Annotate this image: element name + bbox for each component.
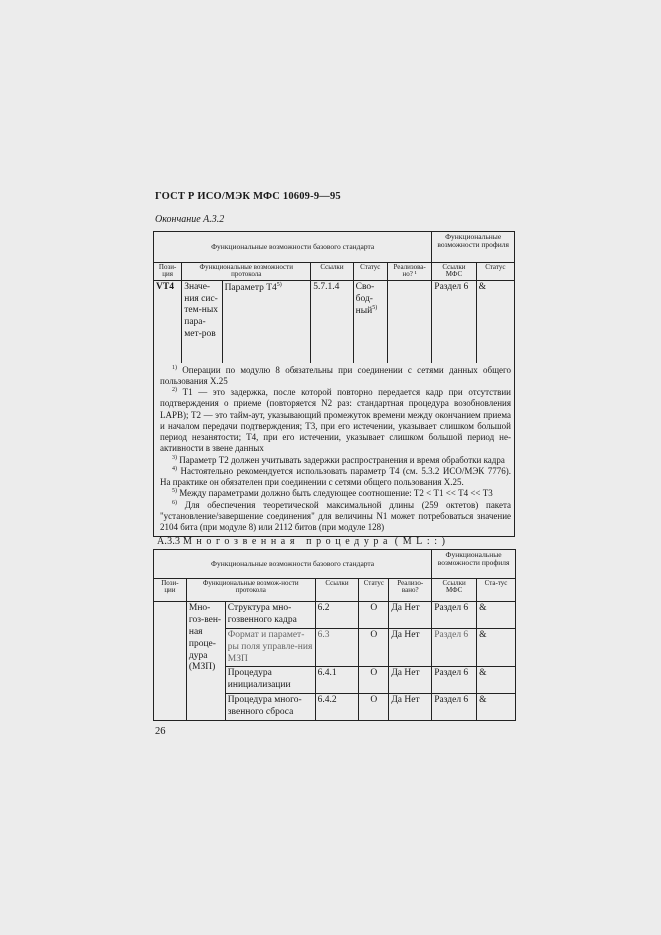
head-profile: Функциональные возможности профиля (432, 550, 516, 579)
function-mfs-status: & (477, 602, 516, 629)
function-ref: 6.3 (315, 628, 359, 667)
function-realized: Да Нет (389, 628, 432, 667)
row-status-sup: 5) (372, 305, 378, 312)
function-mfs-ref: Раздел 6 (432, 667, 477, 694)
function-mfs-status: & (477, 694, 516, 721)
row-param (222, 280, 311, 363)
notes-cell (154, 363, 515, 537)
col-refs: Ссылки (311, 263, 353, 281)
section-title: Многозвенная процедура (182, 536, 393, 547)
row-mfs-status: & (476, 280, 514, 363)
footnote (160, 500, 511, 534)
footnote-text: Т1 — это задержка, после которой повторно передается кадр при отсутствии подтверждения о приеме (повторяется N2 раз: стандартная процедура возобновления LAPB); Т2 — это тайм-аут, указывающий промежуток времени между окончанием приема и началом передачи подтверждения; Т3, при его истечении, указывает слишком большой период незанятости; Т4, при его истечении, указывает слишком большой период не-активности в звене данных (160, 387, 511, 454)
footnote-text: Настоятельно рекомендуется использовать параметр Т4 (см. 5.3.2 ИСО/МЭК 7776). На практике он обязателен при соединении с сетями общего пользования Х.25. (160, 465, 511, 488)
row-sub: Значе-ния сис-тем-ных пара-мет-ров (182, 280, 222, 363)
row-position: VT4 (154, 280, 182, 363)
col-mfs-status: Статус (476, 263, 514, 281)
function-mfs-status: & (477, 667, 516, 694)
head-base: Функциональные возможности базового стандарта (154, 550, 432, 579)
row-mfs-ref: Раздел 6 (432, 280, 476, 363)
col-realized: Реализова-но? ¹ (387, 263, 431, 281)
row-param-sup: 5) (276, 281, 282, 288)
function-realized: Да Нет (389, 667, 432, 694)
function-ref: 6.4.1 (315, 667, 359, 694)
document-header: ГОСТ Р ИСО/МЭК МФС 10609-9—95 (155, 191, 341, 202)
footnote (160, 387, 511, 455)
col-protocol: Функциональные возможности протокола (182, 263, 311, 281)
section-heading (157, 536, 450, 547)
function-realized: Да Нет (389, 694, 432, 721)
function-status: O (359, 694, 389, 721)
function-mfs-ref: Раздел 6 (432, 602, 477, 629)
footnote-mark: 6) (172, 499, 177, 506)
function-status: O (359, 667, 389, 694)
row-status (353, 280, 387, 363)
footnote (160, 488, 511, 499)
col-mfs-refs: Ссылки МФС (432, 263, 476, 281)
function-ref: 6.2 (315, 602, 359, 629)
section-number: А.3.3 (157, 536, 181, 547)
table-a33 (153, 549, 516, 721)
function-ref: 6.4.2 (315, 694, 359, 721)
function-name: Формат и парамет-ры поля управле-ния МЗП (225, 628, 315, 667)
head-profile: Функциональные возможности профиля (432, 232, 515, 263)
footnote-text: Параметр Т2 должен учитывать задержки распространения и время обработки кадра (177, 454, 505, 465)
col-mfs-status: Ста-тус (477, 579, 516, 602)
col-refs: Ссылки (315, 579, 359, 602)
footnote-mark: 2) (172, 387, 177, 394)
position-cell (154, 602, 187, 721)
col-position: Пози-ция (154, 263, 182, 281)
footnote-mark: 1) (172, 364, 177, 371)
function-mfs-status: & (477, 628, 516, 667)
function-status: O (359, 628, 389, 667)
function-mfs-ref: Раздел 6 (432, 694, 477, 721)
page-number: 26 (155, 726, 166, 737)
function-name: Структура мно-гозвенного кадра (225, 602, 315, 629)
row-status-text: Сво-бод-ный (355, 281, 375, 317)
row-refs: 5.7.1.4 (311, 280, 353, 363)
footnote-text: Операции по модулю 8 обязательны при соединении с сетями данных общего пользования Х.25 (160, 364, 511, 386)
table-row (154, 602, 516, 629)
section-code: (ML::) (394, 536, 450, 547)
col-status: Статус (353, 263, 387, 281)
function-mfs-ref: Раздел 6 (432, 628, 477, 667)
function-name: Процедура инициализации (225, 667, 315, 694)
footnote-text: Для обеспечения теоретической максимальной длины (259 октетов) пакета "установление/завершение соединения" для величины N1 может потребоваться значение 2104 бита (при модуле 8) или 2112 битов (при модуле 128) (160, 499, 511, 533)
footnote (160, 466, 511, 489)
col-mfs-refs: Ссылки МФС (432, 579, 477, 602)
col-protocol: Функциональные возмож-ности протокола (186, 579, 315, 602)
table-a32 (153, 231, 515, 537)
head-base: Функциональные возможности базового стандарта (154, 232, 432, 263)
row-realized (387, 280, 431, 363)
footnote-mark: 3) (172, 454, 177, 461)
row-param-text: Параметр Т4 (224, 282, 277, 293)
table-caption: Окончание А.3.2 (155, 214, 225, 225)
footnote-text: Между параметрами должно быть следующее соотношение: Т2 < Т1 << Т4 << Т3 (177, 488, 493, 499)
footnote (160, 365, 511, 388)
group-cell: Мно-гоз-вен-ная проце-дура (МЗП) (186, 602, 225, 721)
function-realized: Да Нет (389, 602, 432, 629)
col-realized: Реализо-вано? (389, 579, 432, 602)
function-name: Процедура много-звенного сброса (225, 694, 315, 721)
footnote-mark: 5) (172, 488, 177, 495)
footnote (160, 455, 511, 466)
footnote-mark: 4) (172, 465, 177, 472)
col-position: Пози-ции (154, 579, 187, 602)
function-status: O (359, 602, 389, 629)
col-status: Статус (359, 579, 389, 602)
